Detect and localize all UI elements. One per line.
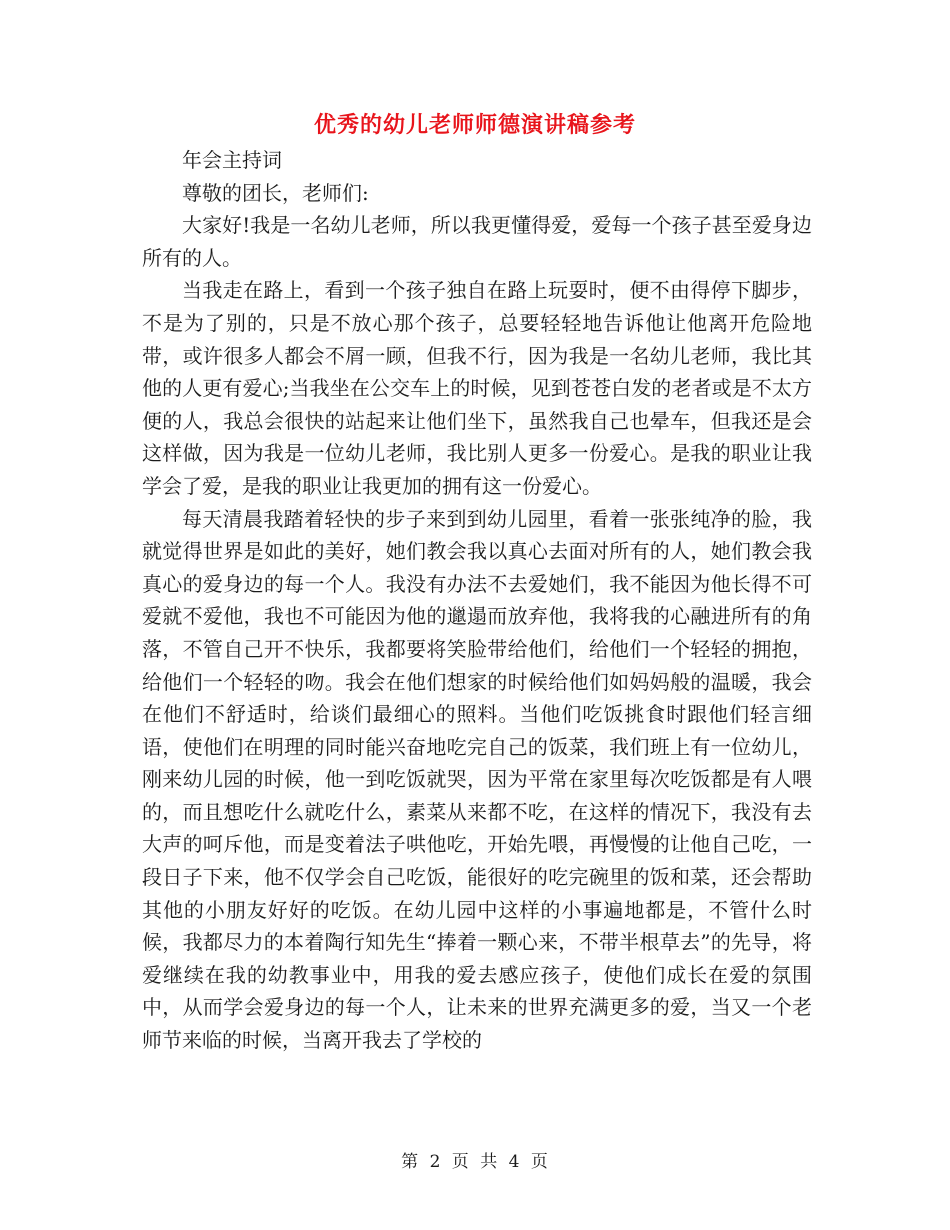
- paragraph-greeting: 大家好!我是一名幼儿老师，所以我更懂得爱，爱每一个孩子甚至爱身边所有的人。: [142, 213, 812, 270]
- paragraph-body: 每天清晨我踏着轻快的步子来到到幼儿园里，看着一张张纯净的脸，我就觉得世界是如此的美好，她们教会我以真心去面对所有的人，她们教会我真心的爱身边的每一个人。我没有办法不去爱她们，我不能因为他长得不可爱就不爱他，我也不可能因为他的邋遢而放弃他，我将我的心融进所有的角落，不管自己开不快乐，我都要将笑脸带给他们，给他们一个轻轻的拥抱，给他们一个轻轻的吻。我会在他们想家的时候给他们如妈妈般的温暖，我会在他们不舒适时，给谈们最细心的照料。当他们吃饭挑食时跟他们轻言细语，使他们在明理的同时能兴奋地吃完自己的饭菜，我们班上有一位幼儿，刚来幼儿园的时候，他一到吃饭就哭，因为平常在家里每次吃饭都是有人喂的，而且想吃什么就吃什么，素菜从来都不吃，在这样的情况下，我没有去大声的呵斥他，而是变着法子哄他吃，开始先喂，再慢慢的让他自己吃，一段日子下来，他不仅学会自己吃饭，能很好的吃完碗里的饭和菜，还会帮助其他的小朋友好好的吃饭。在幼儿园中这样的小事遍地都是，不管什么时候，我都尽力的本着陶行知先生“捧着一颗心来，不带半根草去”的先导，将爱继续在我的幼教事业中，用我的爱去感应孩子，使他们成长在爱的氛围中，从而学会爱身边的每一个人，让未来的世界充满更多的爱，当又一个老师节来临的时候，当离开我去了学校的: [142, 506, 812, 1053]
- paragraph-body: 当我走在路上，看到一个孩子独自在路上玩耍时，便不由得停下脚步，不是为了别的，只是不放心那个孩子，总要轻轻地告诉他让他离开危险地带，或许很多人都会不屑一顾，但我不行，因为我是一名幼儿老师，我比其他的人更有爱心;当我坐在公交车上的时候，见到苍苍白发的老者或是不太方便的人，我总会很快的站起来让他们坐下，虽然我自己也晕车，但我还是会这样做，因为我是一位幼儿老师，我比别人更多一份爱心。是我的职业让我学会了爱，是我的职业让我更加的拥有这一份爱心。: [142, 278, 812, 498]
- document-body: [142, 144, 812, 1057]
- paragraph-salutation: 尊敬的团长，老师们:: [182, 180, 369, 205]
- document-title: 优秀的幼儿老师师德演讲稿参考: [313, 112, 636, 138]
- paragraph-heading-line: 年会主持词: [182, 148, 282, 172]
- page-number-footer: 第 2 页 共 4 页: [401, 1152, 549, 1172]
